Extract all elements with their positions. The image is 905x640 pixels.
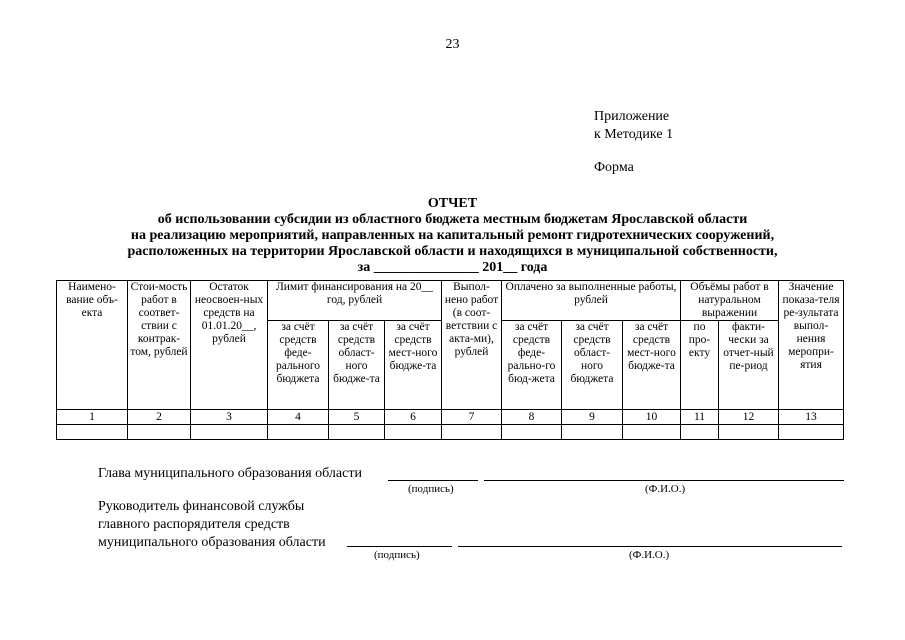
head-name-line[interactable] — [484, 480, 844, 481]
finance-name-hint: (Ф.И.О.) — [629, 549, 670, 561]
col-number: 9 — [562, 410, 623, 425]
table-header-row-1 — [57, 281, 844, 321]
head-signature-line[interactable] — [388, 480, 478, 481]
empty-cell[interactable] — [562, 425, 623, 440]
header-limit-regional: за счёт средств област-ного бюдже-та — [329, 321, 385, 410]
header-funding-limit: Лимит финансирования на 20__ год, рублей — [268, 281, 442, 321]
finance-label — [98, 498, 326, 552]
header-limit-federal: за счёт средств феде-рального бюджета — [268, 321, 329, 410]
empty-cell[interactable] — [779, 425, 844, 440]
col-number: 13 — [779, 410, 844, 425]
title-line-3: на реализацию мероприятий, направленных на капитальный ремонт гидротехнических сооружений, — [130, 228, 775, 243]
empty-cell[interactable] — [385, 425, 442, 440]
header-volume: Объёмы работ в натуральном выражении — [681, 281, 779, 321]
empty-cell[interactable] — [442, 425, 502, 440]
head-name-hint: (Ф.И.О.) — [645, 483, 686, 495]
header-paid-federal: за счёт средств феде-рально-го бюд-жета — [502, 321, 562, 410]
finance-sign-hint: (подпись) — [374, 549, 420, 561]
form-label: Форма — [594, 160, 634, 175]
header-paid-regional: за счёт средств област-ного бюджета — [562, 321, 623, 410]
report-table — [56, 280, 844, 440]
empty-cell[interactable] — [128, 425, 191, 440]
empty-cell[interactable] — [719, 425, 779, 440]
col-number: 2 — [128, 410, 191, 425]
header-work-done: Выпол-нено работ (в соот-ветствии с акта-ми), рублей — [442, 281, 502, 410]
header-unspent-balance: Остаток неосвоен-ных средств на 01.01.20__, рублей — [191, 281, 268, 410]
appendix-line-1: Приложение — [594, 109, 670, 124]
col-number: 5 — [329, 410, 385, 425]
col-number: 4 — [268, 410, 329, 425]
empty-cell[interactable] — [268, 425, 329, 440]
finance-name-line[interactable] — [458, 546, 842, 547]
col-number: 3 — [191, 410, 268, 425]
header-work-cost: Стои-мость работ в соответ-ствии с контрак-том, рублей — [128, 281, 191, 410]
col-number: 7 — [442, 410, 502, 425]
empty-cell[interactable] — [623, 425, 681, 440]
empty-cell[interactable] — [329, 425, 385, 440]
col-number: 8 — [502, 410, 562, 425]
finance-signature-line[interactable] — [347, 546, 452, 547]
appendix-line-2: к Методике 1 — [594, 127, 674, 142]
finance-label-line-2: главного распорядителя средств — [98, 517, 290, 532]
title-line-1: ОТЧЕТ — [427, 196, 478, 211]
empty-cell[interactable] — [57, 425, 128, 440]
col-number: 12 — [719, 410, 779, 425]
head-label: Глава муниципального образования области — [98, 466, 362, 481]
table-empty-row — [57, 425, 844, 440]
header-volume-actual: факти-чески за отчет-ный пе-риод — [719, 321, 779, 410]
col-number: 10 — [623, 410, 681, 425]
empty-cell[interactable] — [191, 425, 268, 440]
finance-label-line-3: муниципального образования области — [98, 535, 326, 550]
appendix-note — [594, 108, 673, 144]
col-number: 6 — [385, 410, 442, 425]
col-number: 11 — [681, 410, 719, 425]
col-number: 1 — [57, 410, 128, 425]
page-number: 23 — [445, 37, 460, 52]
head-sign-hint: (подпись) — [408, 483, 454, 495]
report-title — [30, 196, 875, 276]
title-line-5: за _______________ 201__ года — [357, 260, 548, 275]
header-result-value: Значение показа-теля ре-зультата выпол-нения меропри-ятия — [779, 281, 844, 410]
header-paid: Оплачено за выполненные работы, рублей — [502, 281, 681, 321]
empty-cell[interactable] — [502, 425, 562, 440]
table-number-row — [57, 410, 844, 425]
finance-label-line-1: Руководитель финансовой службы — [98, 499, 305, 514]
empty-cell[interactable] — [681, 425, 719, 440]
header-paid-local: за счёт средств мест-ного бюдже-та — [623, 321, 681, 410]
header-volume-planned: по про-екту — [681, 321, 719, 410]
title-line-2: об использовании субсидии из областного бюджета местным бюджетам Ярославской области — [157, 212, 748, 227]
header-object-name: Наимено-вание объ-екта — [57, 281, 128, 410]
header-limit-local: за счёт средств мест-ного бюдже-та — [385, 321, 442, 410]
title-line-4: расположенных на территории Ярославской области и находящихся в муниципальной собственности, — [127, 244, 778, 259]
